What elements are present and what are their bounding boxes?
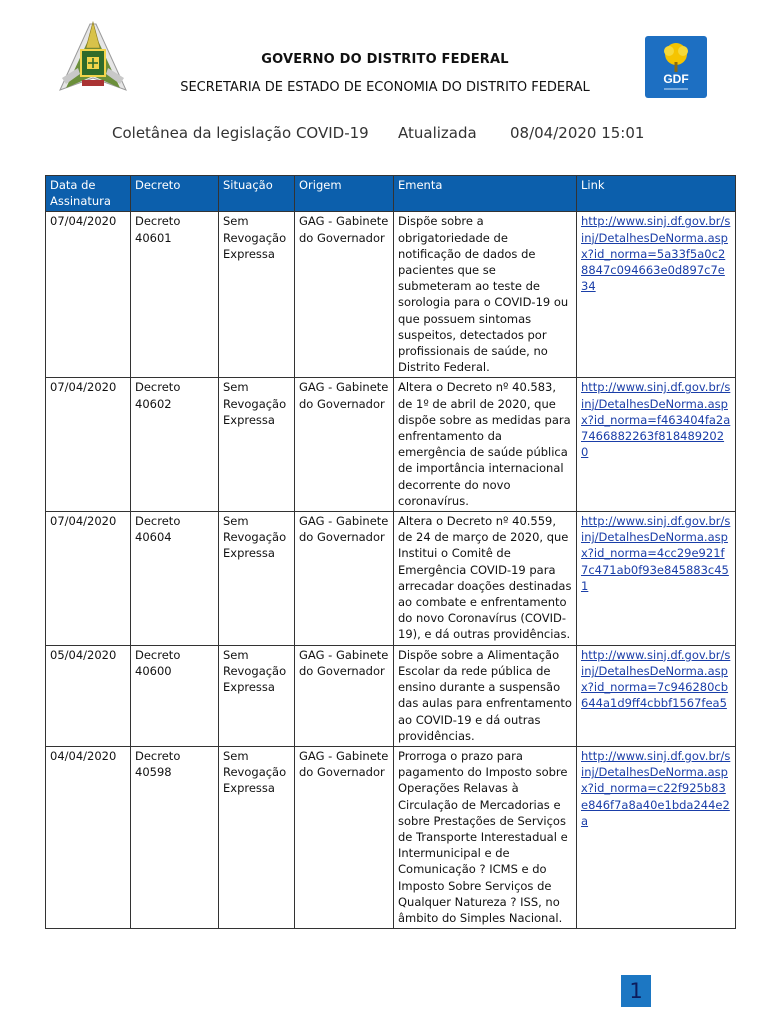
cell-origin: GAG - Gabinete do Governador [295,512,394,646]
cell-decree: Decreto 40604 [131,512,219,646]
norma-link[interactable]: http://www.sinj.df.gov.br/sinj/DetalhesDeNorma.aspx?id_norma=7c946280cb644a1d9ff4cbbf1567fea5 [581,647,731,711]
cell-date: 05/04/2020 [46,645,131,746]
cell-date: 07/04/2020 [46,378,131,512]
table-row [46,512,736,646]
table-row [46,746,736,928]
header-subtitle: SECRETARIA DE ESTADO DE ECONOMIA DO DISTRITO FEDERAL [180,80,590,95]
cell-date: 07/04/2020 [46,512,131,646]
norma-link[interactable]: http://www.sinj.df.gov.br/sinj/DetalhesDeNorma.aspx?id_norma=f463404fa2a7466882263f8184892020 [581,380,731,460]
cell-link [577,212,736,378]
updated-value: 08/04/2020 15:01 [510,124,645,142]
cell-summary: Prorroga o prazo para pagamento do Imposto sobre Operações Relavas à Circulação de Mercadorias e sobre Prestações de Serviços de Transporte Interestadual e Intermunicipal e de Comunicação ? ICMS e do Imposto Sobre Serviços de Qualquer Natureza ? ISS, no âmbito do Simples Nacional. [394,746,577,928]
cell-link [577,746,736,928]
norma-link[interactable]: http://www.sinj.df.gov.br/sinj/DetalhesDeNorma.aspx?id_norma=4cc29e921f7c471ab0f93e845883c451 [581,514,731,593]
table-header-row [46,176,736,212]
legislation-table [45,175,736,929]
cell-summary: Altera o Decreto nº 40.559, de 24 de março de 2020, que Institui o Comitê de Emergência COVID-19 para arrecadar doações destinadas ao combate e enfrentamento do novo Coronavírus (COVID-19), e dá outras providências. [394,512,577,646]
cell-date: 04/04/2020 [46,746,131,928]
updated-label: Atualizada [398,124,477,142]
cell-origin: GAG - Gabinete do Governador [295,212,394,378]
cell-status: Sem Revogação Expressa [219,212,295,378]
norma-link[interactable]: http://www.sinj.df.gov.br/sinj/DetalhesDeNorma.aspx?id_norma=c22f925b83e846f7a8a40e1bda244e2a [581,748,731,828]
cell-link [577,512,736,646]
table-row [46,645,736,746]
collection-title: Coletânea da legislação COVID-19 [112,124,369,142]
column-header-decree: Decreto [131,176,219,212]
cell-link [577,645,736,746]
cell-date: 07/04/2020 [46,212,131,378]
column-header-origin: Origem [295,176,394,212]
column-header-link: Link [577,176,736,212]
cell-origin: GAG - Gabinete do Governador [295,645,394,746]
cell-status: Sem Revogação Expressa [219,378,295,512]
column-header-summary: Ementa [394,176,577,212]
cell-status: Sem Revogação Expressa [219,746,295,928]
norma-link[interactable]: http://www.sinj.df.gov.br/sinj/DetalhesDeNorma.aspx?id_norma=5a33f5a0c28847c094663e0d897c7e34 [581,214,731,294]
table-row [46,378,736,512]
cell-decree: Decreto 40598 [131,746,219,928]
cell-status: Sem Revogação Expressa [219,645,295,746]
cell-summary: Dispõe sobre a Alimentação Escolar da rede pública de ensino durante a suspensão das aulas para enfrentamento ao COVID-19 e dá outras providências. [394,645,577,746]
cell-decree: Decreto 40601 [131,212,219,378]
cell-summary: Altera o Decreto nº 40.583, de 1º de abril de 2020, que dispõe sobre as medidas para enfrentamento da emergência de saúde pública de importância internacional decorrente do novo coronavírus. [394,378,577,512]
column-header-status: Situação [219,176,295,212]
cell-link [577,378,736,512]
cell-decree: Decreto 40600 [131,645,219,746]
table-row [46,212,736,378]
cell-origin: GAG - Gabinete do Governador [295,378,394,512]
gdf-logo-text: GDF [663,72,689,86]
cell-summary: Dispõe sobre a obrigatoriedade de notificação de dados de pacientes que se submeteram ao teste de sorologia para o COVID-19 ou que possuem sintomas suspeitos, detectados por profissionais de saúde, no Distrito Federal. [394,212,577,378]
cell-decree: Decreto 40602 [131,378,219,512]
cell-status: Sem Revogação Expressa [219,512,295,646]
page-number: 1 [621,975,651,1007]
header-title: GOVERNO DO DISTRITO FEDERAL [261,52,509,67]
column-header-date: Data de Assinatura [46,176,131,212]
cell-origin: GAG - Gabinete do Governador [295,746,394,928]
